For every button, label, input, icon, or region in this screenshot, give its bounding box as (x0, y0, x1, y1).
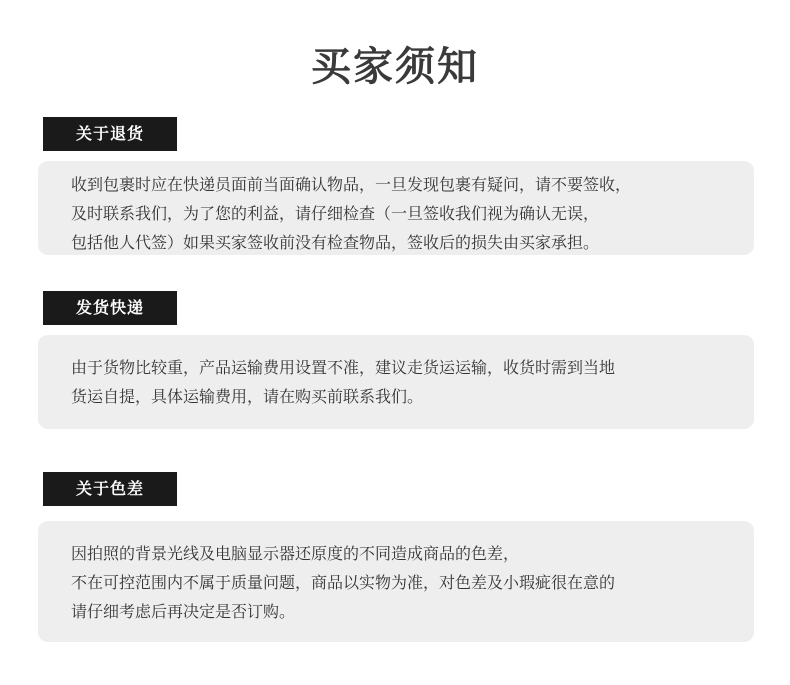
text-line: 包括他人代签）如果买家签收前没有检查物品，签收后的损失由买家承担。 (71, 233, 600, 252)
text-line: 不在可控范围内不属于质量问题，商品以实物为准，对色差及小瑕疵很在意的 (71, 573, 616, 592)
text-line: 请仔细考虑后再决定是否订购。 (71, 602, 296, 621)
section-body-shipping (38, 335, 754, 429)
text-line: 及时联系我们，为了您的利益，请仔细检查（一旦签收我们视为确认无误， (71, 204, 600, 223)
section-body-color-difference (38, 521, 754, 642)
text-line: 收到包裹时应在快递员面前当面确认物品，一旦发现包裹有疑问，请不要签收， (71, 175, 632, 194)
section-label-color-difference: 关于色差 (43, 472, 177, 506)
text-line: 因拍照的背景光线及电脑显示器还原度的不同造成商品的色差， (71, 544, 520, 563)
section-body-returns (38, 161, 754, 255)
text-line: 货运自提，具体运输费用，请在购买前联系我们。 (71, 387, 424, 406)
section-label-shipping: 发货快递 (43, 291, 177, 325)
text-line: 由于货物比较重，产品运输费用设置不准，建议走货运运输，收货时需到当地 (71, 358, 616, 377)
page-title: 买家须知 (311, 44, 479, 90)
section-label-returns: 关于退货 (43, 117, 177, 151)
